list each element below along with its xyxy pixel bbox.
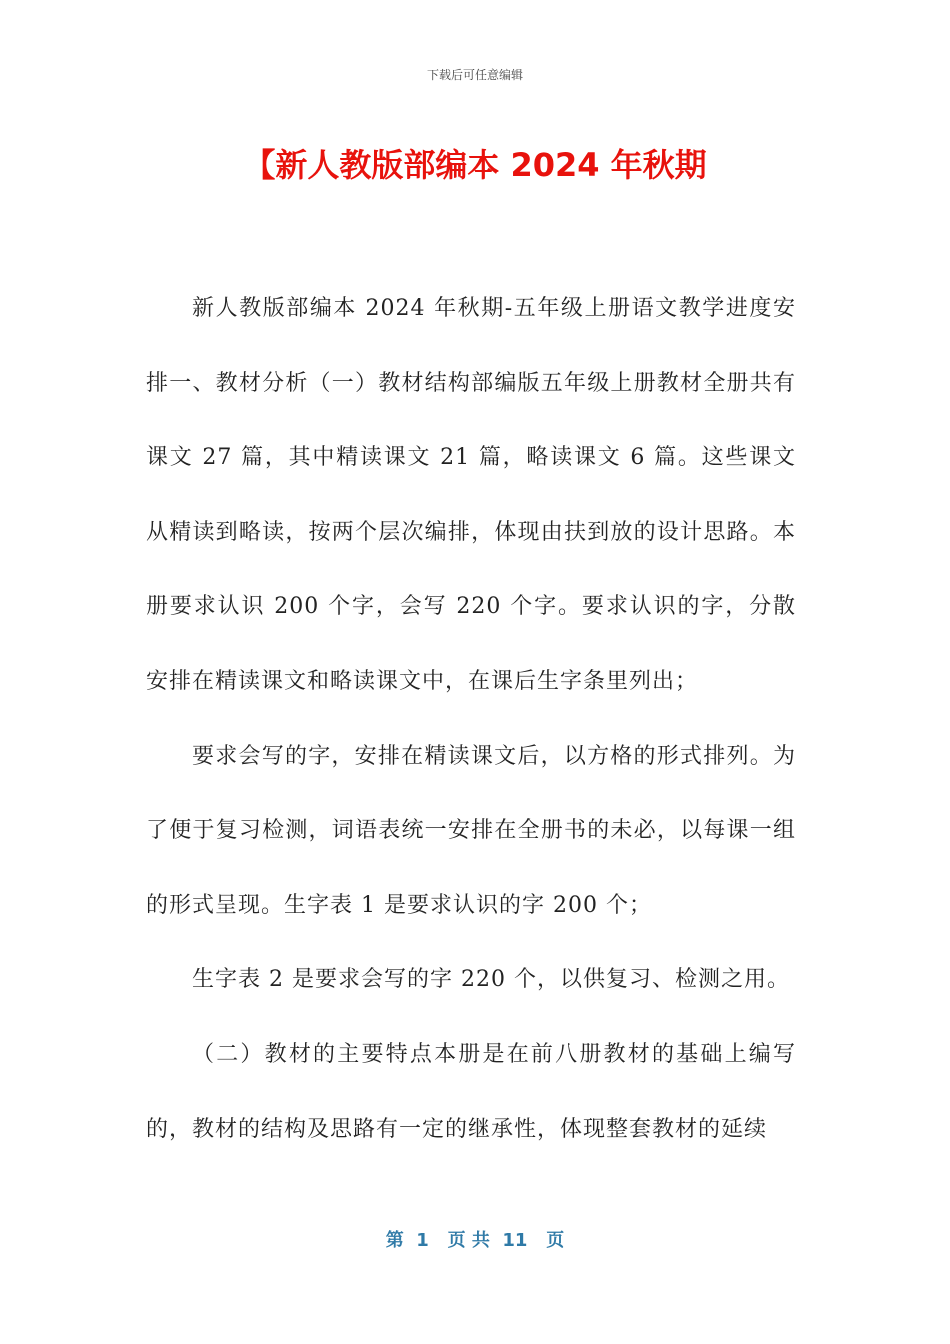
document-body [146,272,796,1167]
page-number-footer: 第 1 页 共 11 页 [385,1230,565,1251]
body-paragraph: 生字表 2 是要求会写的字 220 个，以供复习、检测之用。 [192,967,790,993]
body-paragraph: 新人教版部编本 2024 年秋期-五年级上册语文教学进度安排一、教材分析（一）教材结构部编版五年级上册教材全册共有课文 27 篇，其中精读课文 21 篇，略读课文 6 篇。这些课文从精读到略读，按两个层次编排，体现由扶到放的设计思路。本册要求认识 200 个字，会写 220 个字。要求认识的字，分散安排在精读课文和略读课文中，在课后生字条里列出； [146,296,796,694]
page-header-note: 下载后可任意编辑 [426,68,523,82]
body-paragraph: 要求会写的字，安排在精读课文后，以方格的形式排列。为了便于复习检测，词语表统一安排在全册书的未必，以每课一组的形式呈现。生字表 1 是要求认识的字 200 个； [146,743,796,918]
document-title: 【新人教版部编本 2024 年秋期 [243,146,707,184]
body-paragraph: （二）教材的主要特点本册是在前八册教材的基础上编写的，教材的结构及思路有一定的继承性，体现整套教材的延续 [146,1041,796,1142]
